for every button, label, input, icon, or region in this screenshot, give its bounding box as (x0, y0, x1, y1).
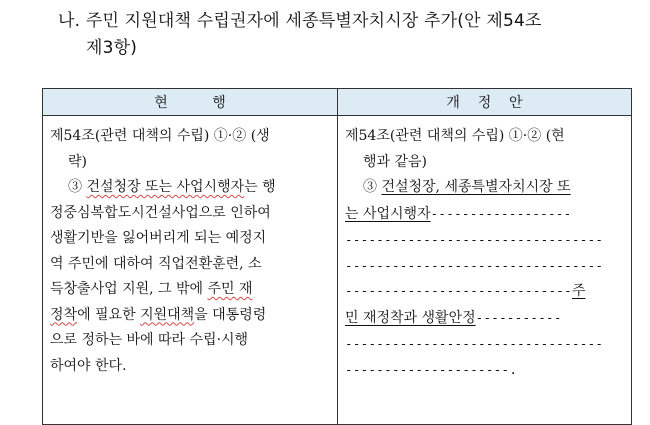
proposed-amended-text: 건설청장, 세종특별자치시장 또 (381, 179, 571, 195)
proposed-amended-text: 주 (571, 283, 586, 299)
proposed-dash-fill: ----------- (475, 309, 562, 325)
proposed-dash-fill: ------------------ (430, 205, 572, 221)
current-text: 에 필요한 (77, 306, 141, 323)
proposed-line: 제54조(관련 대책의 수립) ①·② (현 (345, 128, 565, 144)
proposed-dash-fill: ----------------------------- (345, 283, 572, 298)
current-highlight: 지원대책 (140, 306, 195, 323)
proposed-line (345, 201, 627, 228)
table-header-row (43, 89, 632, 116)
heading-line-1: 나. 주민 지원대책 수립권자에 세종특별자치시장 추가(안 제54조 (58, 11, 542, 31)
current-text: 을 대통령령 (194, 306, 267, 323)
proposed-text-cell (338, 116, 632, 425)
current-line: 략) (68, 153, 87, 170)
proposed-dash-fill: --------------------------------- (345, 257, 604, 273)
header-proposed: 개 정 안 (338, 89, 632, 116)
current-line: 하여야 한다. (50, 357, 127, 374)
current-line: 제54조(관련 대책의 수립) ①·② (생 (50, 128, 270, 144)
current-text-cell (43, 116, 338, 425)
proposed-dash-fill: ---------------------. (345, 361, 518, 377)
current-line (50, 175, 333, 201)
header-current: 현 행 (43, 89, 338, 116)
proposed-amended-text: 는 사업시행자 (345, 205, 431, 222)
table-body-row (43, 116, 632, 425)
proposed-dash-fill: --------------------------------- (345, 336, 604, 351)
current-highlight: 건설청장 또는 사업시행자 (86, 179, 245, 195)
proposed-dash-fill: --------------------------------- (345, 232, 604, 247)
current-text: 는 행 (244, 179, 276, 195)
proposed-line (345, 278, 627, 305)
proposed-line (345, 305, 627, 332)
proposed-clause-number: ③ (363, 179, 382, 195)
comparison-table (42, 88, 632, 425)
proposed-amended-text: 민 재정착과 생활안정 (345, 309, 476, 326)
heading-line-2: 제3항) (86, 38, 138, 58)
current-line (50, 277, 333, 303)
current-line (50, 303, 333, 329)
current-text: 득창출사업 지원, 그 밖에 (50, 281, 208, 297)
current-line: 정중심복합도시건설사업으로 인하여 (50, 204, 271, 221)
current-highlight: 주민 재 (207, 281, 253, 297)
current-highlight: 정착 (50, 306, 78, 323)
section-heading (58, 8, 643, 62)
current-line: 역 주민에 대하여 직업전환훈련, 소 (50, 255, 262, 272)
current-line: 으로 정하는 바에 따라 수립·시행 (50, 332, 249, 348)
proposed-line: 행과 같음) (363, 153, 428, 170)
current-line: 생활기반을 잃어버리게 되는 예정지 (50, 230, 267, 246)
current-clause-number: ③ (68, 179, 87, 195)
proposed-line (345, 175, 627, 201)
